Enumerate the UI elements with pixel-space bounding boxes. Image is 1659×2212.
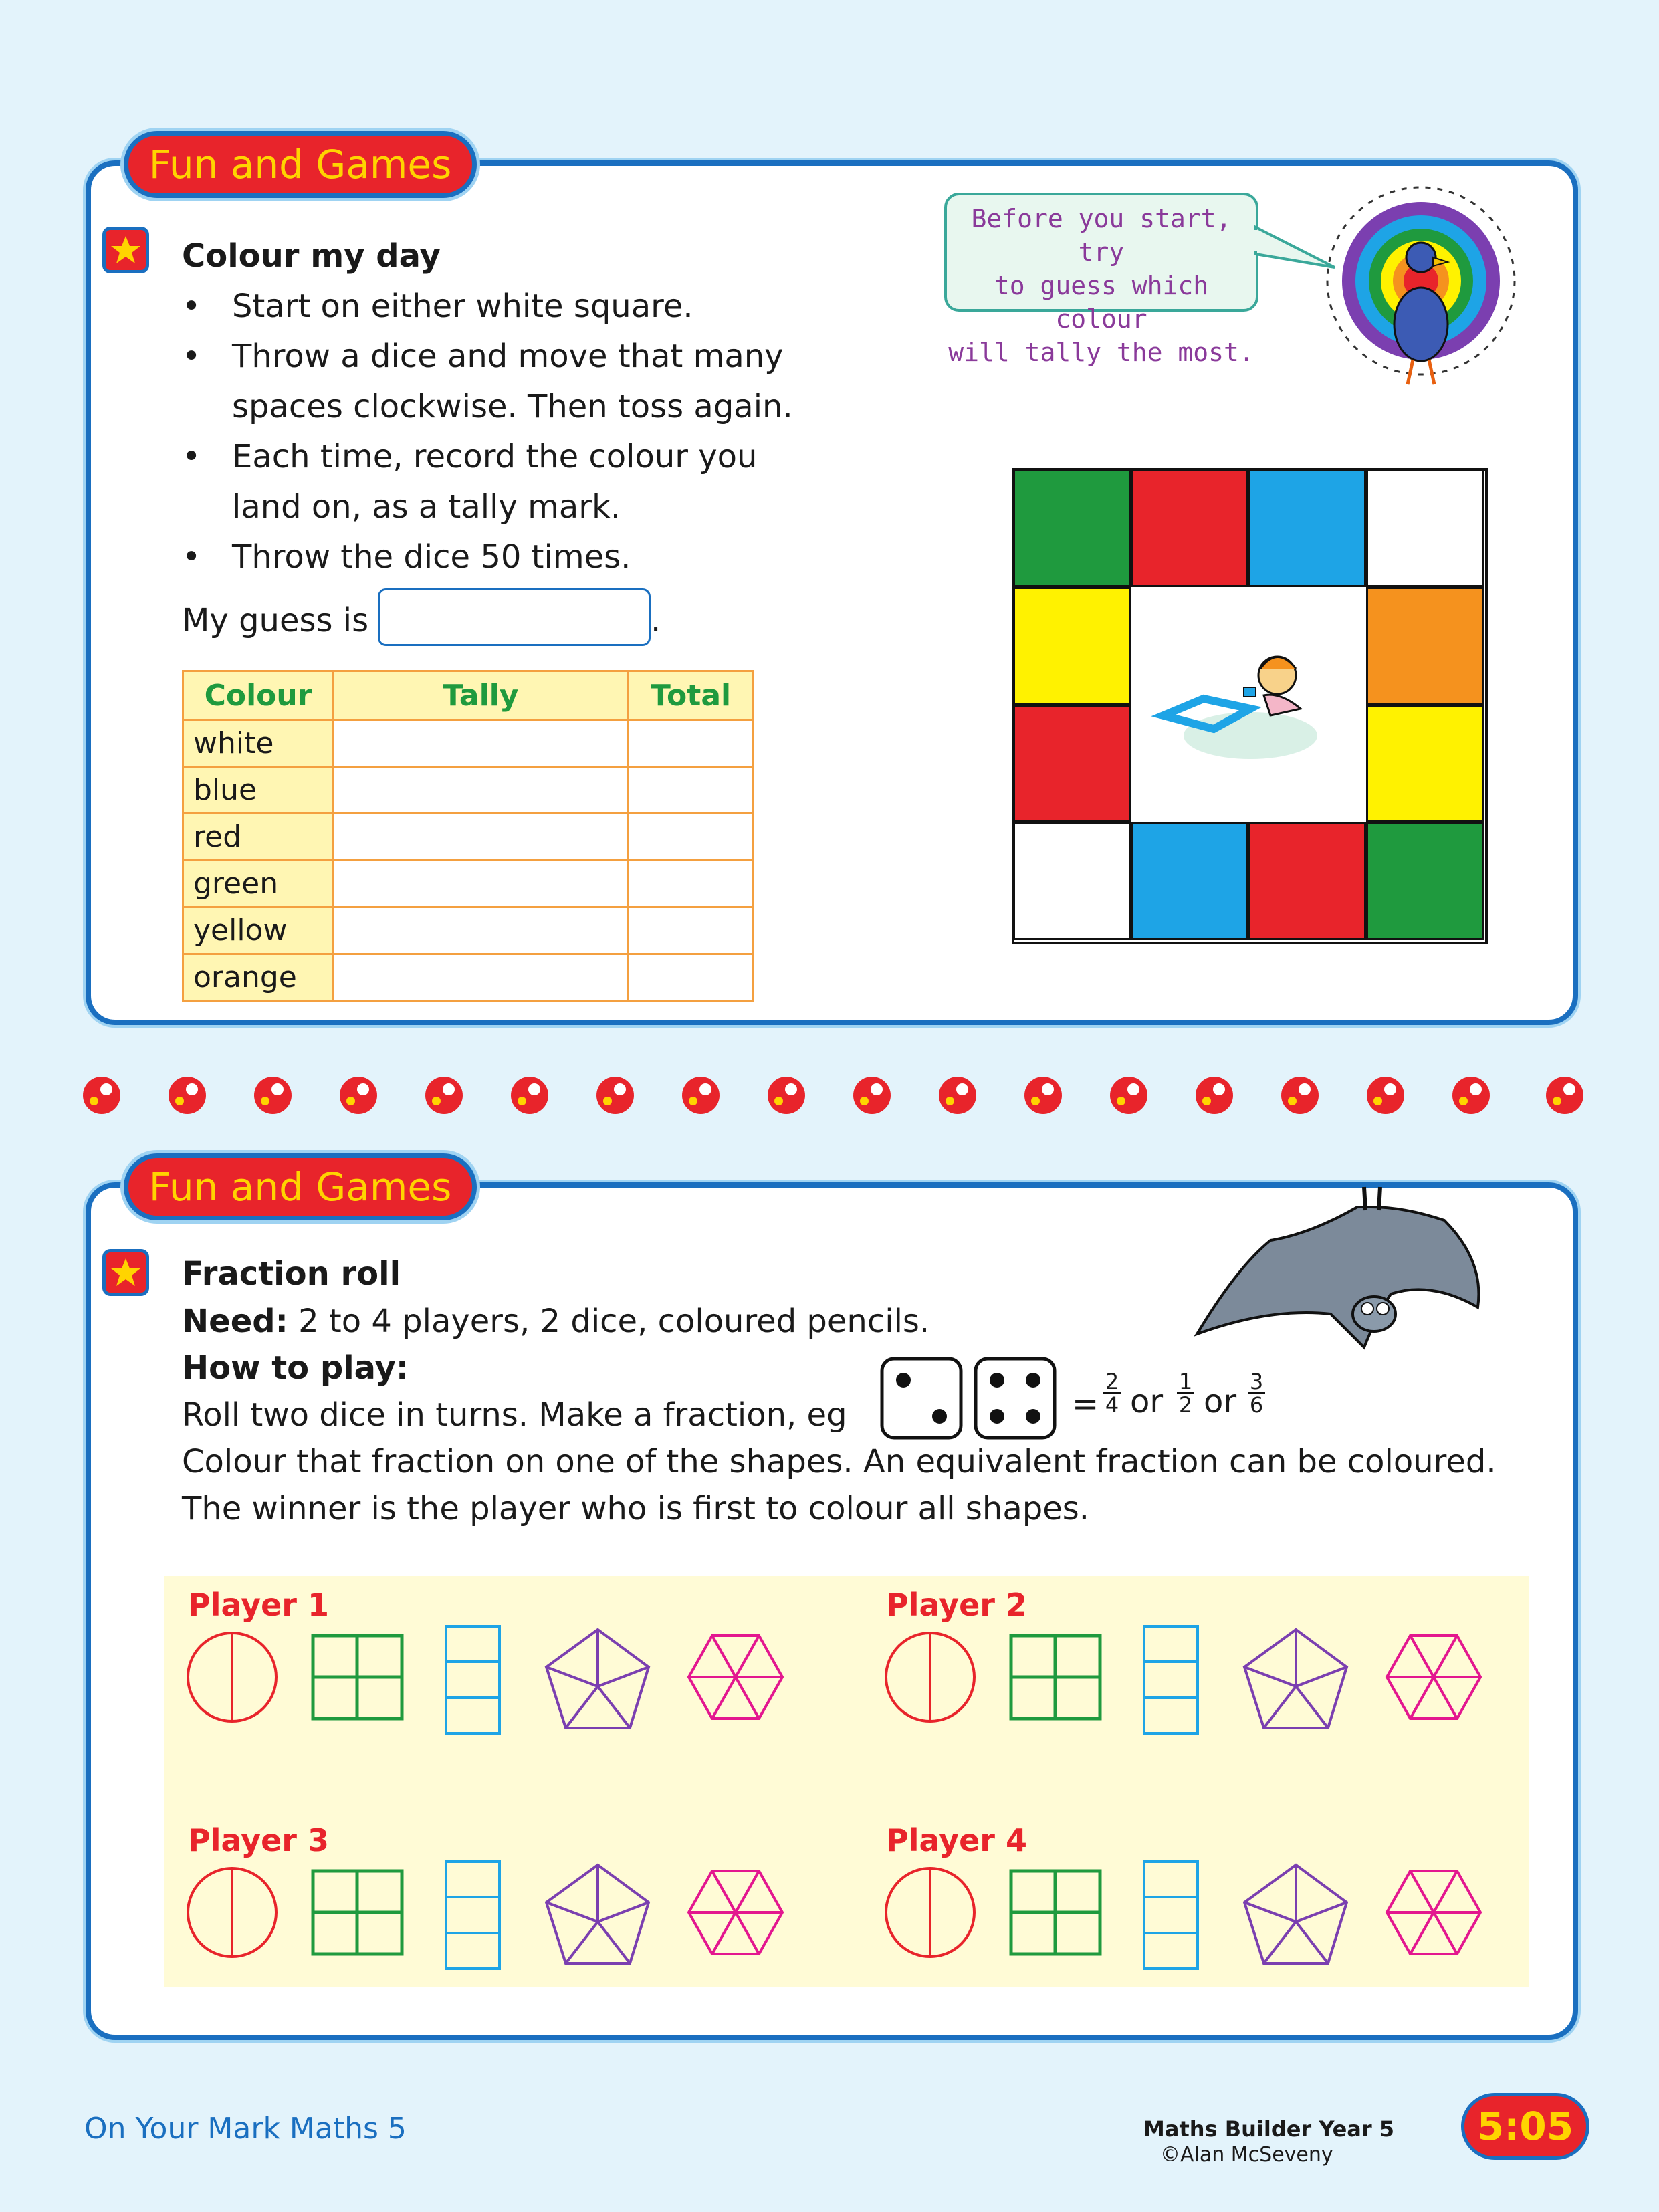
- decorative-dot: [1452, 1077, 1490, 1114]
- footer-series-title: On Your Mark Maths 5: [84, 2112, 407, 2146]
- decorative-dot: [1024, 1077, 1062, 1114]
- player-3-label: Player 3: [188, 1822, 329, 1858]
- table-row: [183, 814, 754, 861]
- colour-cell: green: [183, 861, 334, 907]
- speech-bubble: [944, 193, 1258, 367]
- bullet-dot: •: [182, 438, 201, 475]
- board-square-orange: [1366, 587, 1484, 705]
- player-4-shapes: [879, 1857, 1494, 1977]
- player-1-label: Player 1: [188, 1587, 329, 1623]
- bullet-dot: •: [182, 338, 201, 375]
- total-cell[interactable]: [629, 720, 754, 767]
- quarters-square-shape[interactable]: [313, 1636, 402, 1719]
- instruction-line-2: Colour that fraction on one of the shapes. An equivalent fraction can be coloured.: [182, 1443, 1497, 1480]
- tally-table: [182, 670, 754, 1002]
- colour-cell: yellow: [183, 907, 334, 954]
- numerator: 3: [1249, 1369, 1264, 1394]
- total-cell[interactable]: [629, 954, 754, 1001]
- equals-sign: =: [1072, 1386, 1099, 1423]
- decorative-dot: [1196, 1077, 1233, 1114]
- half-circle-shape[interactable]: [886, 1868, 974, 1957]
- bullet-text: land on, as a tally mark.: [232, 488, 621, 526]
- decorative-dot: [1281, 1077, 1319, 1114]
- page-number-badge: 5:05: [1461, 2093, 1589, 2160]
- pentagon-shape[interactable]: [1244, 1865, 1347, 1963]
- total-cell[interactable]: [629, 767, 754, 814]
- tally-cell[interactable]: [334, 720, 629, 767]
- guess-label: My guess is: [182, 602, 369, 639]
- board-square-blue: [1131, 822, 1248, 940]
- player-1-shapes: [181, 1622, 796, 1742]
- decorative-dot: [939, 1077, 976, 1114]
- child-playing-illustration: [1150, 642, 1324, 776]
- half-circle-shape[interactable]: [886, 1633, 974, 1721]
- tally-cell[interactable]: [334, 814, 629, 861]
- board-square-red: [1131, 469, 1248, 587]
- star-icon: [102, 227, 149, 273]
- decorative-dot: [1367, 1077, 1404, 1114]
- fraction-2-4: [1103, 1371, 1121, 1416]
- board-square-red: [1013, 705, 1131, 822]
- bullet-text: Start on either white square.: [232, 288, 693, 325]
- decorative-dot: [340, 1077, 377, 1114]
- guess-input[interactable]: [378, 588, 651, 646]
- activity-title: Fraction roll: [182, 1255, 401, 1293]
- activity-title: Colour my day: [182, 237, 441, 275]
- thirds-rectangle-shape[interactable]: [446, 1862, 500, 1969]
- tally-cell[interactable]: [334, 861, 629, 907]
- footer-book-title: Maths Builder Year 5: [1143, 2116, 1395, 2142]
- decorative-dot: [254, 1077, 292, 1114]
- pentagon-shape[interactable]: [546, 1630, 649, 1728]
- table-row: [183, 861, 754, 907]
- quarters-square-shape[interactable]: [313, 1871, 402, 1954]
- bullet-dot: •: [182, 288, 201, 325]
- pentagon-shape[interactable]: [546, 1865, 649, 1963]
- fraction-3-6: [1248, 1371, 1265, 1416]
- denominator: 4: [1103, 1392, 1121, 1416]
- colour-cell: blue: [183, 767, 334, 814]
- player-4-label: Player 4: [886, 1822, 1027, 1858]
- decorative-dot: [1110, 1077, 1147, 1114]
- total-cell[interactable]: [629, 907, 754, 954]
- board-square-blue: [1248, 469, 1366, 587]
- board-square-yellow: [1366, 705, 1484, 822]
- decorative-dot: [682, 1077, 720, 1114]
- total-cell[interactable]: [629, 814, 754, 861]
- how-to-play-label: How to play:: [182, 1349, 409, 1387]
- denominator: 6: [1248, 1392, 1265, 1416]
- fun-and-games-tab-2: Fun and Games: [124, 1153, 477, 1220]
- quarters-square-shape[interactable]: [1011, 1636, 1100, 1719]
- need-label: Need:: [182, 1303, 288, 1340]
- bullet-text: Throw the dice 50 times.: [232, 538, 631, 576]
- board-square-green: [1366, 822, 1484, 940]
- hexagon-shape[interactable]: [689, 1871, 782, 1954]
- hexagon-shape[interactable]: [689, 1636, 782, 1719]
- bullet-text: Each time, record the colour you: [232, 438, 758, 475]
- decorative-dot: [596, 1077, 634, 1114]
- thirds-rectangle-shape[interactable]: [446, 1626, 500, 1733]
- bullet-dot: •: [182, 538, 201, 576]
- speech-line-2: to guess which colour: [994, 271, 1209, 334]
- player-3-shapes: [181, 1857, 796, 1977]
- table-row: [183, 720, 754, 767]
- decorative-dot: [169, 1077, 206, 1114]
- tally-header: Tally: [334, 671, 629, 720]
- need-line: [182, 1303, 929, 1340]
- bullet-text: Throw a dice and move that many: [232, 338, 784, 375]
- fun-and-games-tab-1: Fun and Games: [124, 131, 477, 198]
- quarters-square-shape[interactable]: [1011, 1871, 1100, 1954]
- tally-cell[interactable]: [334, 954, 629, 1001]
- hexagon-shape[interactable]: [1387, 1636, 1480, 1719]
- total-header: Total: [629, 671, 754, 720]
- numerator: 1: [1178, 1369, 1193, 1394]
- speech-line-1: Before you start, try: [971, 204, 1232, 267]
- bullet-text: spaces clockwise. Then toss again.: [232, 388, 793, 425]
- board-square-yellow: [1013, 587, 1131, 705]
- half-circle-shape[interactable]: [188, 1868, 276, 1957]
- tally-cell[interactable]: [334, 767, 629, 814]
- need-text: 2 to 4 players, 2 dice, coloured pencils.: [288, 1303, 930, 1340]
- instruction-line-1: Roll two dice in turns. Make a fraction, eg: [182, 1396, 847, 1434]
- player-2-label: Player 2: [886, 1587, 1027, 1623]
- total-cell[interactable]: [629, 861, 754, 907]
- colour-header: Colour: [183, 671, 334, 720]
- decorative-dot: [853, 1077, 891, 1114]
- numerator: 2: [1105, 1369, 1119, 1394]
- board-square-red: [1248, 822, 1366, 940]
- peacock-illustration: [1321, 181, 1521, 395]
- thirds-rectangle-shape[interactable]: [1144, 1862, 1198, 1969]
- table-row: [183, 907, 754, 954]
- guess-period: .: [651, 602, 661, 639]
- star-icon: [102, 1249, 149, 1296]
- table-row: [183, 954, 754, 1001]
- board-square-white: [1013, 822, 1131, 940]
- fraction-1-2: [1177, 1371, 1194, 1416]
- half-circle-shape[interactable]: [188, 1633, 276, 1721]
- denominator: 2: [1177, 1392, 1194, 1416]
- hexagon-shape[interactable]: [1387, 1871, 1480, 1954]
- colour-cell: orange: [183, 954, 334, 1001]
- or-text-1: or: [1130, 1383, 1164, 1420]
- decorative-dot: [768, 1077, 805, 1114]
- decorative-dot: [511, 1077, 548, 1114]
- speech-line-3: will tally the most.: [948, 338, 1254, 367]
- footer-copyright: ©Alan McSeveny: [1160, 2143, 1333, 2167]
- dice-four-icon: [973, 1356, 1057, 1440]
- thirds-rectangle-shape[interactable]: [1144, 1626, 1198, 1733]
- decorative-dot: [1546, 1077, 1583, 1114]
- colour-cell: red: [183, 814, 334, 861]
- decorative-dot: [83, 1077, 120, 1114]
- bat-illustration: [1190, 1180, 1531, 1367]
- instruction-line-3: The winner is the player who is first to colour all shapes.: [182, 1490, 1090, 1527]
- pentagon-shape[interactable]: [1244, 1630, 1347, 1728]
- colour-cell: white: [183, 720, 334, 767]
- dice-two-icon: [879, 1356, 964, 1440]
- table-header-row: [183, 671, 754, 720]
- or-text-2: or: [1204, 1383, 1237, 1420]
- player-2-shapes: [879, 1622, 1494, 1742]
- board-square-white: [1366, 469, 1484, 587]
- table-row: [183, 767, 754, 814]
- decorative-dot: [425, 1077, 463, 1114]
- board-square-green: [1013, 469, 1131, 587]
- tally-cell[interactable]: [334, 907, 629, 954]
